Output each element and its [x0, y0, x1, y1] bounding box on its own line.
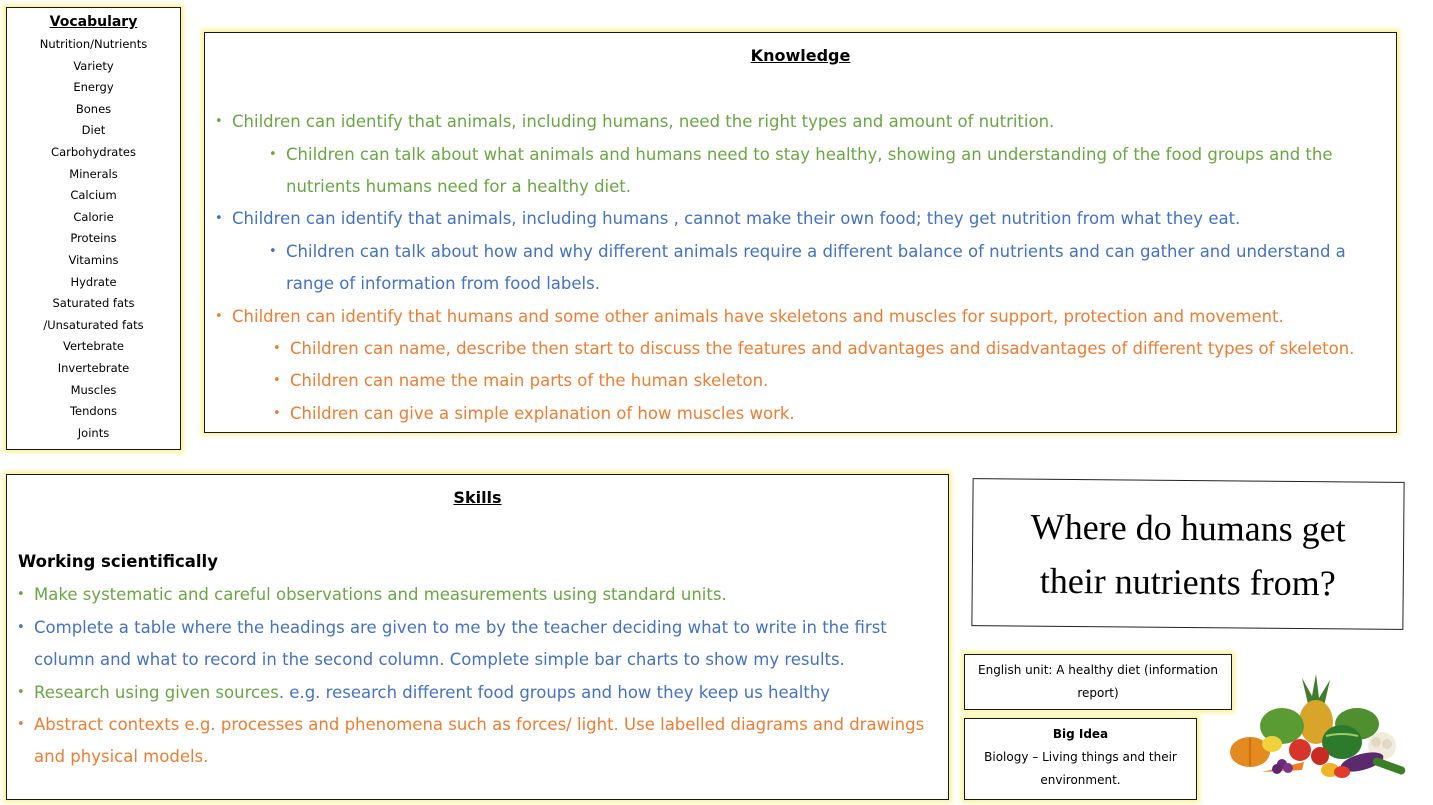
skill-item-text: and physical models. — [34, 747, 209, 766]
vocab-word: Tendons — [69, 404, 118, 419]
bullet-icon: • — [17, 685, 25, 700]
vocab-word: /Unsaturated fats — [43, 317, 144, 332]
vocab-word: Minerals — [69, 166, 118, 181]
knowledge-subitem — [269, 241, 1346, 263]
skills-panel — [6, 474, 949, 800]
knowledge-subitem-continued — [286, 176, 631, 198]
bullet-icon: • — [17, 620, 25, 635]
vocabulary-title: Vocabulary — [49, 14, 138, 30]
skill-item-continued — [34, 649, 845, 671]
skills-title: Skills — [453, 488, 502, 507]
vocab-word: Saturated fats — [52, 296, 135, 311]
bullet-icon: • — [215, 309, 223, 324]
bullet-icon: • — [273, 373, 281, 388]
knowledge-item — [215, 208, 1241, 230]
knowledge-subitem — [273, 338, 1355, 360]
knowledge-item-text: Children can identify that humans and some other animals have skeletons and muscles for support, protection and movement. — [232, 307, 1284, 326]
knowledge-item — [215, 111, 1055, 133]
vocab-word: Calcium — [70, 188, 117, 203]
vocab-word: Joints — [77, 425, 110, 440]
bullet-icon: • — [273, 406, 281, 421]
vocab-word: Hydrate — [70, 274, 117, 289]
knowledge-item — [215, 306, 1284, 328]
knowledge-item-text: Children can identify that animals, including humans, need the right types and amount of nutrition. — [232, 112, 1055, 131]
knowledge-item-text: nutrients humans need for a healthy diet. — [286, 177, 632, 196]
vocab-word: Vertebrate — [62, 339, 125, 354]
vocabulary-list — [7, 34, 180, 444]
vocab-word: Energy — [73, 80, 114, 95]
bullet-icon: • — [269, 147, 277, 162]
big-idea-title: Big Idea — [1052, 727, 1109, 741]
vocab-word: Invertebrate — [57, 360, 130, 375]
big-idea-text: environment. — [1040, 773, 1121, 787]
knowledge-subitem-continued — [286, 273, 600, 295]
big-idea-text: Biology – Living things and their — [984, 750, 1177, 764]
big-question-line: their nutrients from? — [1039, 560, 1336, 604]
bullet-icon: • — [17, 717, 25, 732]
knowledge-item-text: Children can talk about how and why different animals require a different balance of nutrients and can gather and understand a — [286, 242, 1346, 261]
skill-item-text: Abstract contexts e.g. processes and phenomena such as forces/ light. Use labelled diagrams and drawings — [34, 715, 925, 734]
knowledge-panel — [204, 32, 1397, 433]
bullet-icon: • — [273, 341, 281, 356]
knowledge-item-text: Children can talk about what animals and humans need to stay healthy, showing an understanding of the food groups and the — [286, 145, 1333, 164]
vegetable-pile-icon — [1222, 674, 1412, 784]
knowledge-item-text: Children can give a simple explanation of how muscles work. — [290, 404, 795, 423]
skill-item-text: column and what to record in the second column. Complete simple bar charts to show my results. — [34, 650, 845, 669]
knowledge-title: Knowledge — [750, 46, 851, 65]
skill-item-continued — [34, 746, 208, 768]
skill-item — [17, 617, 887, 639]
skill-item-text: Research using given sources — [34, 683, 279, 702]
vocab-word: Variety — [73, 58, 114, 73]
skill-item — [17, 714, 925, 736]
skill-item-text: . e.g. research different food groups and how they keep us healthy — [278, 683, 831, 702]
vocab-word: Calorie — [73, 209, 114, 224]
skills-subtitle: Working scientifically — [18, 552, 218, 571]
knowledge-item-text: Children can name, describe then start to discuss the features and advantages and disadvantages of different types of skeleton. — [290, 339, 1355, 358]
vocab-word: Vitamins — [68, 252, 119, 267]
bullet-icon: • — [215, 114, 223, 129]
english-unit-text: report) — [1077, 686, 1119, 700]
skill-item — [17, 584, 727, 606]
knowledge-item-text: range of information from food labels. — [286, 274, 600, 293]
vocab-word: Carbohydrates — [51, 144, 136, 159]
bullet-icon: • — [215, 211, 223, 226]
bullet-icon: • — [17, 587, 25, 602]
vocab-word: Diet — [81, 123, 106, 138]
skill-item-text: Make systematic and careful observations and measurements using standard units. — [34, 585, 727, 604]
big-question-line: Where do humans get — [1030, 506, 1346, 550]
english-unit-box — [964, 654, 1232, 710]
english-unit-text: English unit: A healthy diet (information — [978, 663, 1218, 677]
knowledge-subitem — [269, 144, 1333, 166]
knowledge-subitem — [273, 370, 769, 392]
bullet-icon: • — [269, 244, 277, 259]
knowledge-item-text: Children can name the main parts of the human skeleton. — [290, 371, 769, 390]
vocab-word: Bones — [75, 101, 112, 116]
vocab-word: Muscles — [70, 382, 117, 397]
vocab-word: Nutrition/Nutrients — [39, 37, 148, 51]
skill-item-text: Complete a table where the headings are given to me by the teacher deciding what to write in the first — [34, 618, 887, 637]
knowledge-subitem — [273, 403, 795, 425]
vocab-word: Proteins — [70, 231, 117, 246]
knowledge-item-text: Children can identify that animals, including humans , cannot make their own food; they get nutrition from what they eat. — [232, 209, 1241, 228]
big-idea-box — [964, 718, 1197, 800]
big-question-box — [971, 478, 1404, 630]
skill-item — [17, 682, 831, 704]
vocabulary-panel — [6, 7, 181, 450]
